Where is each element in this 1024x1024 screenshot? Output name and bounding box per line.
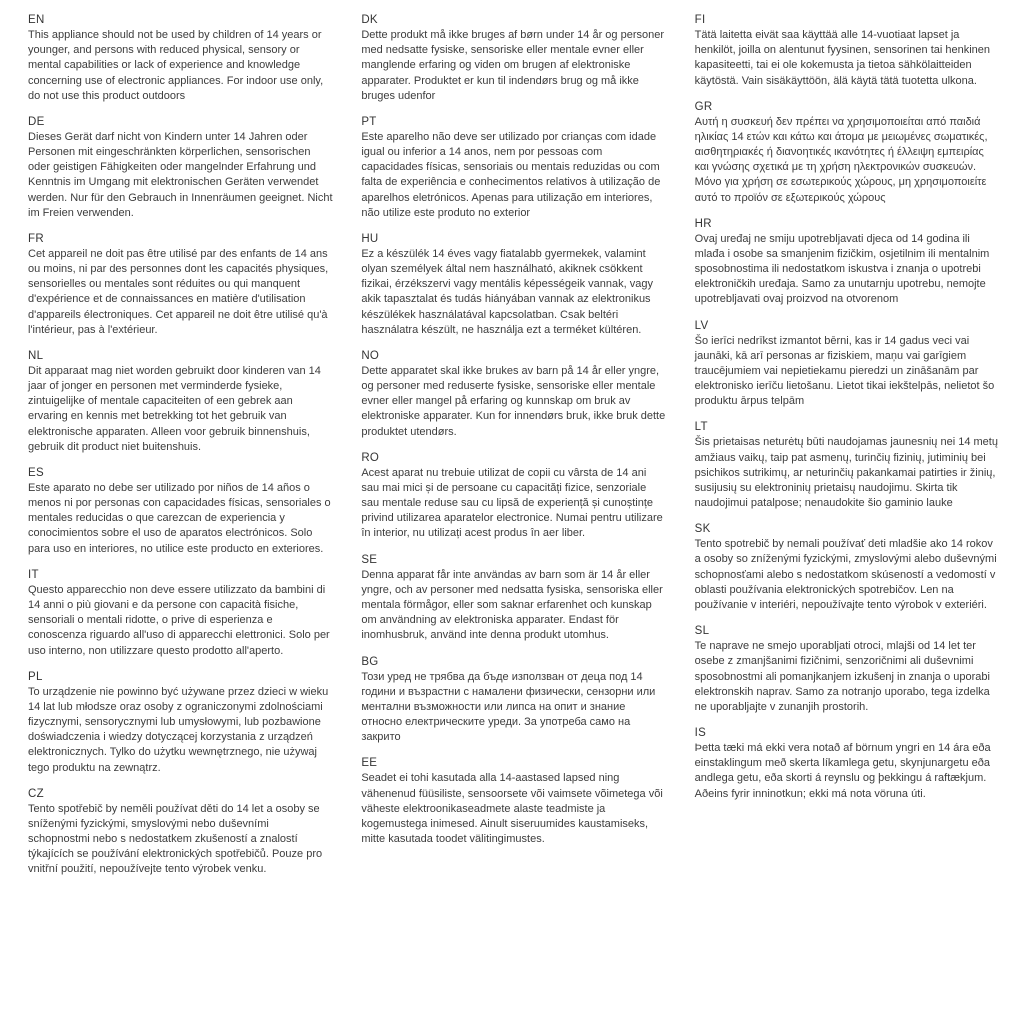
language-text-es: Este aparato no debe ser utilizado por niños de 14 años o menos ni por personas con capacidades físicas, sensoriales o mentales reducidas o que carezcan de experiencia y conocimientos sobre el uso de aparatos electrónicos. Solo para uso en interiores, no utilice este producto en exteriores. [28,481,331,555]
language-columns [28,14,1000,890]
language-text-gr: Αυτή η συσκευή δεν πρέπει να χρησιμοποιείται από παιδιά ηλικίας 14 ετών και κάτω και άτομα με μειωμένες σωματικές, αισθητηριακές ή διανοητικές ικανότητες ή έλλειψη εμπειρίας και γνώσης σχετικά με τη χρήση ηλεκτρονικών συσκευών. Μόνο για χρήση σε εσωτερικούς χώρους, μη χρησιμοποιείτε αυτό το προϊόν σε εξωτερικούς χώρους [694,115,988,204]
language-code-no: NO [361,349,380,362]
language-section-dk [361,14,666,104]
language-section-lv [695,320,1000,410]
language-text-fr: Cet appareil ne doit pas être utilisé par des enfants de 14 ans ou moins, ni par des personnes dont les capacités physiques, sensorielles ou mentales sont réduites ou qui manquent d'expérience et de connaissances en matière d'utilisation d'appareils électroniques. Cet appareil ne doit être utilisé qu'à l'intérieur, pas à l'extérieur. [28,247,329,336]
language-text-fi: Tätä laitetta eivät saa käyttää alle 14-vuotiaat lapset ja henkilöt, joilla on alentunut fyysinen, sensorinen tai henkinen kapasiteetti, tai ei ole kokemusta ja tietoa sähkölaitteiden käytöstä. Vain sisäkäyttöön, älä käytä tätä tuotetta ulkona. [694,29,991,87]
language-text-en: This appliance should not be used by children of 14 years or younger, and persons with reduced physical, sensory or mental capabilities or lack of experience and knowledge concerning use of electronic appliances. For indoor use only, do not use this product outdoors [28,29,324,102]
language-code-pl: PL [28,670,43,683]
language-section-no [361,350,666,440]
language-code-en: EN [28,14,45,26]
language-code-it: IT [28,568,39,581]
language-code-bg: BG [361,655,379,668]
language-code-pt: PT [361,115,377,128]
language-section-fr [28,233,333,338]
language-code-ee: EE [361,757,378,770]
language-text-is: Þetta tæki má ekki vera notað af börnum yngri en 14 ára eða einstaklingum með skerta líkamlega getu, skynjunargetu eða andlega getu, eða skorti á reynslu og þekkingu á raftækjum. Aðeins fyrir inninotkun; ekki má nota vöruna úti. [694,742,991,800]
language-section-pl [28,671,333,776]
language-section-gr [695,101,1000,206]
language-section-pt [361,116,666,221]
language-code-de: DE [28,115,45,128]
language-code-hr: HR [694,217,712,230]
language-code-fi: FI [694,14,706,26]
language-text-pl: To urządzenie nie powinno być używane przez dzieci w wieku 14 lat lub młodsze oraz osoby z ograniczonymi zdolnościami fizycznymi, sensorycznymi lub umysłowymi, lub pozbawione doświadczenia i wiedzy dotyczącej korzystania z urządzeń elektronicznych. Tylko do użytku wewnętrznego, nie używaj tego produktu na zewnątrz. [28,685,329,774]
language-section-se [361,554,666,644]
column-2 [361,14,666,890]
language-code-fr: FR [28,232,44,245]
language-code-gr: GR [694,100,713,113]
language-text-bg: Този уред не трябва да бъде използван от деца под 14 години и възрастни с намалени физически, сензорни или ментални възможности или липса на опит и знание относно електрическите уреди. За употреба само на закрито [361,670,656,744]
language-text-hu: Ez a készülék 14 éves vagy fiatalabb gyermekek, valamint olyan személyek által nem használható, akiknek csökkent fizikai, érzékszervi vagy mentális képességeik vannak, vagy akik tapasztalat és tudás hiányában vannak az elektronikus készülékek használatával kapcsolatban. Csak beltéri használatra készült, ne használja ezt a terméket kültéren. [361,247,653,336]
language-code-dk: DK [361,14,378,26]
language-section-bg [361,656,666,746]
language-text-lt: Šis prietaisas neturėtų būti naudojamas jaunesnių nei 14 metų amžiaus vaikų, taip pat asmenų, turinčių fizinių, jutiminių bei psichikos sutrikimų, ar neturinčių pakankamai patirties ir žinių, susijusių su elektroninių prietaisų naudojimu. Skirta tik naudojimui patalpose; nenaudokite šio gaminio lauke [694,436,998,510]
language-code-ro: RO [361,451,380,464]
language-text-dk: Dette produkt må ikke bruges af børn under 14 år og personer med nedsatte fysiske, sensoriske eller mentale evner eller manglende erfaring og viden om brugen af elektroniske apparater. Produktet er kun til indendørs brug og må ikke bruges udenfor [361,29,664,102]
language-section-sk [695,523,1000,613]
language-code-is: IS [694,727,707,740]
language-section-es [28,467,333,557]
language-text-cz: Tento spotřebič by neměli používat děti do 14 let a osoby se sníženými fyzickými, smyslovými nebo duševními schopnostmi nebo s nedostatkem zkušeností a znalostí týkajících se používání elektronických spotřebičů. Pouze pro vnitřní použití, nepoužívejte tento výrobek venku. [28,802,323,876]
language-section-en [28,14,333,104]
language-text-sk: Tento spotrebič by nemali používať deti mladšie ako 14 rokov a osoby so zníženými fyzickými, zmyslovými alebo duševnými schopnosťami alebo s nedostatkom skúseností a vedomostí v oblasti používania elektronických spotrebičov. Len na používanie v interiéri, nepoužívajte tento výrobok v exteriéri. [694,538,997,611]
column-1 [28,14,333,890]
language-section-lt [695,421,1000,511]
language-text-lv: Šo ierīci nedrīkst izmantot bērni, kas ir 14 gadus veci vai jaunāki, kā arī personas ar fiziskiem, maņu vai garīgiem traucējumiem vai nepietiekamu pieredzi un zināšanām par elektronisko ierīču lietošanu. Lietot tikai iekštelpās, nelietot šo produktu ārpus telpām [694,334,995,408]
language-text-se: Denna apparat får inte användas av barn som är 14 år eller yngre, och av personer med nedsatta fysiska, sensoriska eller mentala förmågor, eller som saknar erfarenhet och kunskap om användning av elektroniska apparater. Endast för inomhusbruk, använd inte denna produkt utomhus. [361,568,663,642]
language-section-nl [28,350,333,455]
language-section-de [28,116,333,221]
language-text-it: Questo apparecchio non deve essere utilizzato da bambini di 14 anni o più giovani e da persone con capacità fisiche, sensoriali o mentali ridotte, o prive di esperienza e conoscenza riguardo all'uso di apparecchi elettronici. Solo per uso interno, non utilizzare questo prodotto all'aperto. [28,583,330,657]
language-section-ee [361,757,666,847]
language-section-hu [361,233,666,338]
language-text-no: Dette apparatet skal ikke brukes av barn på 14 år eller yngre, og personer med reduserte fysiske, sensoriske eller mentale evner eller mangel på erfaring og kunnskap om bruk av elektroniske apparater. Kun for innendørs bruk, ikke bruk dette produktet utendørs. [361,364,666,438]
language-code-hu: HU [361,232,379,245]
column-3 [695,14,1000,890]
language-section-it [28,569,333,659]
language-section-ro [361,452,666,542]
language-section-cz [28,788,333,878]
language-text-sl: Te naprave ne smejo uporabljati otroci, mlajši od 14 let ter osebe z zmanjšanimi fizičnimi, senzoričnimi ali duševnimi sposobnostmi ali pomanjkanjem izkušenj in znanja o uporabi elektronskih naprav. Samo za notranjo uporabo, tega izdelka ne uporabljajte v zunanjih prostorih. [694,640,990,713]
language-text-ro: Acest aparat nu trebuie utilizat de copii cu vârsta de 14 ani sau mai mici și de persoane cu capacități fizice, senzoriale sau mentale reduse sau cu lipsă de experiență și cunoștințe privind utilizarea aparatelor electronice. Numai pentru utilizare în interior, nu utilizați acest produs în aer liber. [361,466,663,540]
language-code-lt: LT [694,421,708,434]
language-code-se: SE [361,553,378,566]
language-text-pt: Este aparelho não deve ser utilizado por crianças com idade igual ou inferior a 14 anos, nem por pessoas com capacidades físicas, sensoriais ou mentais reduzidas ou com falta de experiência e conhecimentos relativos à utilização de aparelhos eletrónicos. Apenas para utilização em interiores, não utilize este produto no exterior [361,130,661,219]
language-section-hr [695,218,1000,308]
language-section-fi [695,14,1000,89]
language-code-sk: SK [694,523,711,536]
language-text-ee: Seadet ei tohi kasutada alla 14-aastased lapsed ning vähenenud füüsiliste, sensoorsete või vaimsete võimetega või väheste elektroonikaseadmete alaste teadmiste ja kogemustega inimesed. Ainult siseruumides kaustamiseks, mitte kasutada toodet välitingimustes. [361,772,663,846]
language-code-nl: NL [28,349,44,362]
language-code-sl: SL [694,625,710,638]
language-text-nl: Dit apparaat mag niet worden gebruikt door kinderen van 14 jaar of jonger en personen met verminderde fysieke, zintuigelijke of mentale capaciteiten of een gebrek aan ervaring en kennis met betrekking tot het gebruik van elektronische apparaten. Alleen voor gebruik binnenshuis, gebruik dit product niet buitenshuis. [28,364,321,453]
language-code-lv: LV [694,319,709,332]
language-section-is [695,727,1000,802]
language-text-de: Dieses Gerät darf nicht von Kindern unter 14 Jahren oder Personen mit eingeschränkten körperlichen, sensorischen oder geistigen Fähigkeiten oder mangelnder Erfahrung und Kenntnis im Umgang mit elektronischen Geräten verwendet werden. Nur für den Gebrauch in Innenräumen geeignet. Nicht im Freien verwenden. [28,130,333,219]
language-text-hr: Ovaj uređaj ne smiju upotrebljavati djeca od 14 godina ili mlađa i osobe sa smanjenim fizičkim, osjetilnim ili mentalnim sposobnostima ili nedostatkom iskustva i znanja o upotrebi elektroničkih uređaja. Samo za unutarnju upotrebu, nemojte upotrebljavati ovaj proizvod na otvorenom [694,232,990,306]
language-code-es: ES [28,466,44,479]
language-section-sl [695,625,1000,715]
language-code-cz: CZ [28,787,44,800]
